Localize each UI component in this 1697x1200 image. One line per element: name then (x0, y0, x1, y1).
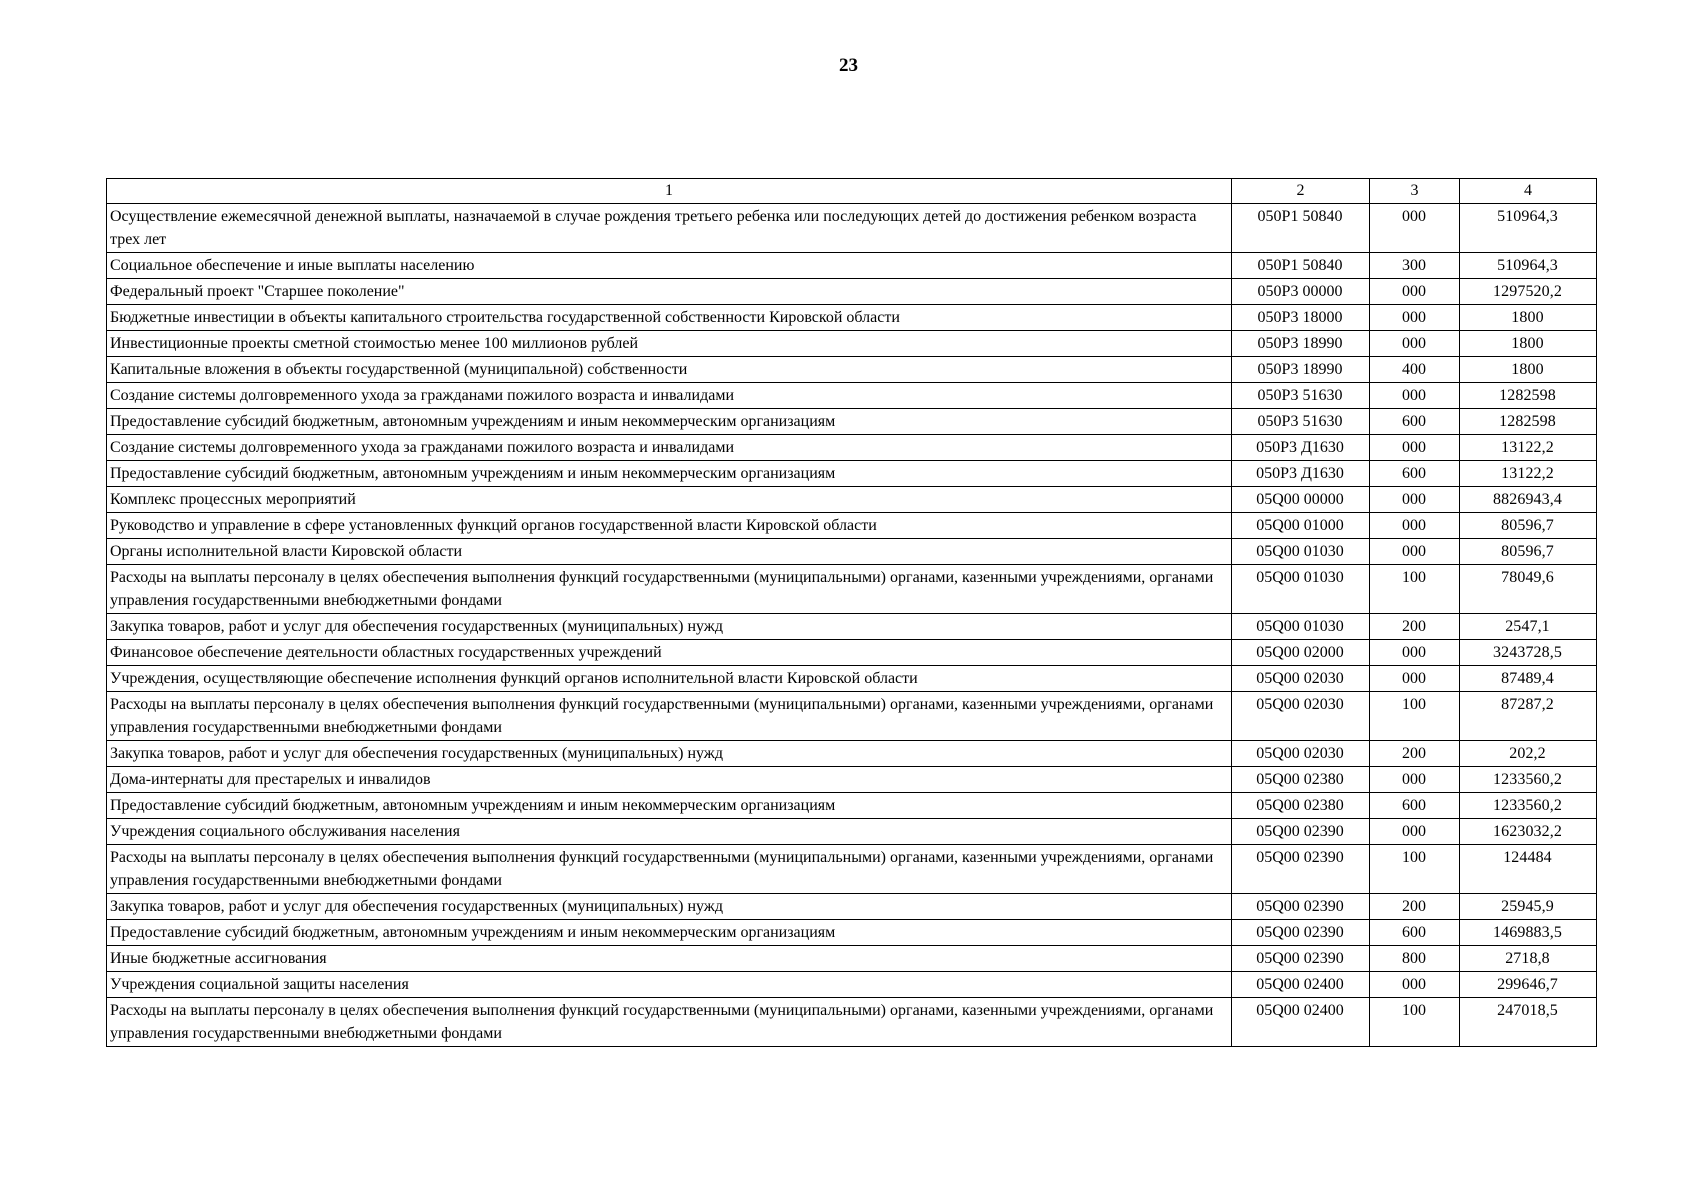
table-header (107, 179, 1597, 204)
row-type: 000 (1370, 305, 1460, 331)
row-amount: 3243728,5 (1460, 640, 1597, 666)
row-name: Комплекс процессных мероприятий (107, 487, 1232, 513)
row-code: 050P3 18990 (1232, 331, 1370, 357)
table-row (107, 972, 1597, 998)
row-code: 05Q00 00000 (1232, 487, 1370, 513)
row-code: 050P3 51630 (1232, 409, 1370, 435)
table-row (107, 793, 1597, 819)
row-type: 600 (1370, 793, 1460, 819)
row-type: 100 (1370, 692, 1460, 741)
row-code: 05Q00 01030 (1232, 565, 1370, 614)
row-amount: 1623032,2 (1460, 819, 1597, 845)
header-col-1: 1 (107, 179, 1232, 204)
row-amount: 8826943,4 (1460, 487, 1597, 513)
row-code: 050P1 50840 (1232, 253, 1370, 279)
row-code: 050P3 Д1630 (1232, 435, 1370, 461)
row-code: 05Q00 02390 (1232, 946, 1370, 972)
row-code: 05Q00 01000 (1232, 513, 1370, 539)
table-row (107, 692, 1597, 741)
table-row (107, 487, 1597, 513)
table-row (107, 253, 1597, 279)
page-number: 23 (839, 55, 858, 76)
row-name: Предоставление субсидий бюджетным, автономным учреждениям и иным некоммерческим организациям (107, 793, 1232, 819)
row-name: Социальное обеспечение и иные выплаты населению (107, 253, 1232, 279)
row-type: 600 (1370, 461, 1460, 487)
row-name: Учреждения социального обслуживания населения (107, 819, 1232, 845)
row-code: 05Q00 02030 (1232, 692, 1370, 741)
table-row (107, 767, 1597, 793)
table-row (107, 819, 1597, 845)
row-type: 000 (1370, 640, 1460, 666)
row-name: Расходы на выплаты персоналу в целях обеспечения выполнения функций государственными (муниципальными) органами, казенными учреждениями, органами управления государственными внебюджетными фондами (107, 565, 1232, 614)
row-name: Федеральный проект "Старшее поколение" (107, 279, 1232, 305)
table-row (107, 920, 1597, 946)
row-amount: 87489,4 (1460, 666, 1597, 692)
header-row (107, 179, 1597, 204)
row-name: Дома-интернаты для престарелых и инвалидов (107, 767, 1232, 793)
row-code: 05Q00 02400 (1232, 998, 1370, 1047)
row-type: 600 (1370, 920, 1460, 946)
row-type: 000 (1370, 539, 1460, 565)
row-code: 05Q00 01030 (1232, 614, 1370, 640)
row-code: 05Q00 02000 (1232, 640, 1370, 666)
budget-table (106, 178, 1597, 1047)
row-code: 05Q00 02390 (1232, 920, 1370, 946)
row-type: 300 (1370, 253, 1460, 279)
row-code: 050P3 00000 (1232, 279, 1370, 305)
row-name: Учреждения социальной защиты населения (107, 972, 1232, 998)
row-code: 050P1 50840 (1232, 204, 1370, 253)
row-name: Расходы на выплаты персоналу в целях обеспечения выполнения функций государственными (муниципальными) органами, казенными учреждениями, органами управления государственными внебюджетными фондами (107, 998, 1232, 1047)
row-name: Капитальные вложения в объекты государственной (муниципальной) собственности (107, 357, 1232, 383)
row-name: Осуществление ежемесячной денежной выплаты, назначаемой в случае рождения третьего ребенка или последующих детей до достижения ребенком возраста трех лет (107, 204, 1232, 253)
header-col-2: 2 (1232, 179, 1370, 204)
row-type: 100 (1370, 845, 1460, 894)
row-name: Расходы на выплаты персоналу в целях обеспечения выполнения функций государственными (муниципальными) органами, казенными учреждениями, органами управления государственными внебюджетными фондами (107, 692, 1232, 741)
row-amount: 25945,9 (1460, 894, 1597, 920)
row-type: 100 (1370, 565, 1460, 614)
row-name: Создание системы долговременного ухода за гражданами пожилого возраста и инвалидами (107, 383, 1232, 409)
row-name: Закупка товаров, работ и услуг для обеспечения государственных (муниципальных) нужд (107, 894, 1232, 920)
table-row (107, 357, 1597, 383)
row-type: 200 (1370, 614, 1460, 640)
table-row (107, 461, 1597, 487)
table-row (107, 204, 1597, 253)
table-body (107, 204, 1597, 1047)
row-code: 05Q00 01030 (1232, 539, 1370, 565)
row-amount: 1282598 (1460, 409, 1597, 435)
table-row (107, 331, 1597, 357)
row-code: 05Q00 02030 (1232, 741, 1370, 767)
row-type: 000 (1370, 279, 1460, 305)
table-row (107, 539, 1597, 565)
row-name: Закупка товаров, работ и услуг для обеспечения государственных (муниципальных) нужд (107, 741, 1232, 767)
row-name: Предоставление субсидий бюджетным, автономным учреждениям и иным некоммерческим организациям (107, 920, 1232, 946)
header-col-4: 4 (1460, 179, 1597, 204)
table-row (107, 305, 1597, 331)
row-amount: 510964,3 (1460, 253, 1597, 279)
row-code: 05Q00 02380 (1232, 767, 1370, 793)
row-amount: 510964,3 (1460, 204, 1597, 253)
table-row (107, 946, 1597, 972)
row-type: 000 (1370, 435, 1460, 461)
table-row (107, 383, 1597, 409)
row-amount: 202,2 (1460, 741, 1597, 767)
row-code: 050P3 18990 (1232, 357, 1370, 383)
row-amount: 1800 (1460, 331, 1597, 357)
row-name: Расходы на выплаты персоналу в целях обеспечения выполнения функций государственными (муниципальными) органами, казенными учреждениями, органами управления государственными внебюджетными фондами (107, 845, 1232, 894)
table-row (107, 279, 1597, 305)
row-name: Закупка товаров, работ и услуг для обеспечения государственных (муниципальных) нужд (107, 614, 1232, 640)
row-amount: 1233560,2 (1460, 793, 1597, 819)
table-row (107, 565, 1597, 614)
row-type: 000 (1370, 972, 1460, 998)
row-name: Иные бюджетные ассигнования (107, 946, 1232, 972)
row-name: Финансовое обеспечение деятельности областных государственных учреждений (107, 640, 1232, 666)
row-code: 05Q00 02390 (1232, 894, 1370, 920)
table-row (107, 435, 1597, 461)
row-name: Предоставление субсидий бюджетным, автономным учреждениям и иным некоммерческим организациям (107, 409, 1232, 435)
row-name: Руководство и управление в сфере установленных функций органов государственной власти Кировской области (107, 513, 1232, 539)
row-type: 800 (1370, 946, 1460, 972)
row-amount: 2547,1 (1460, 614, 1597, 640)
row-type: 000 (1370, 383, 1460, 409)
row-code: 05Q00 02380 (1232, 793, 1370, 819)
row-code: 05Q00 02390 (1232, 819, 1370, 845)
row-type: 000 (1370, 513, 1460, 539)
table-row (107, 409, 1597, 435)
row-amount: 299646,7 (1460, 972, 1597, 998)
row-type: 000 (1370, 767, 1460, 793)
row-type: 600 (1370, 409, 1460, 435)
row-type: 000 (1370, 331, 1460, 357)
row-name: Предоставление субсидий бюджетным, автономным учреждениям и иным некоммерческим организациям (107, 461, 1232, 487)
row-name: Инвестиционные проекты сметной стоимостью менее 100 миллионов рублей (107, 331, 1232, 357)
row-type: 000 (1370, 487, 1460, 513)
table-row (107, 640, 1597, 666)
row-code: 050P3 18000 (1232, 305, 1370, 331)
row-name: Бюджетные инвестиции в объекты капитального строительства государственной собственности Кировской области (107, 305, 1232, 331)
row-amount: 124484 (1460, 845, 1597, 894)
row-name: Учреждения, осуществляющие обеспечение исполнения функций органов исполнительной власти Кировской области (107, 666, 1232, 692)
row-type: 100 (1370, 998, 1460, 1047)
row-amount: 1800 (1460, 305, 1597, 331)
row-type: 400 (1370, 357, 1460, 383)
row-amount: 87287,2 (1460, 692, 1597, 741)
table-row (107, 614, 1597, 640)
row-name: Создание системы долговременного ухода за гражданами пожилого возраста и инвалидами (107, 435, 1232, 461)
row-code: 05Q00 02400 (1232, 972, 1370, 998)
row-code: 050P3 51630 (1232, 383, 1370, 409)
row-amount: 1297520,2 (1460, 279, 1597, 305)
row-amount: 247018,5 (1460, 998, 1597, 1047)
row-amount: 80596,7 (1460, 513, 1597, 539)
table-row (107, 845, 1597, 894)
row-type: 200 (1370, 894, 1460, 920)
row-amount: 13122,2 (1460, 435, 1597, 461)
row-amount: 1800 (1460, 357, 1597, 383)
table-row (107, 894, 1597, 920)
table-row (107, 666, 1597, 692)
row-amount: 78049,6 (1460, 565, 1597, 614)
table-row (107, 513, 1597, 539)
row-amount: 1282598 (1460, 383, 1597, 409)
row-type: 000 (1370, 204, 1460, 253)
row-type: 000 (1370, 666, 1460, 692)
row-name: Органы исполнительной власти Кировской области (107, 539, 1232, 565)
row-amount: 13122,2 (1460, 461, 1597, 487)
row-amount: 1233560,2 (1460, 767, 1597, 793)
row-code: 05Q00 02030 (1232, 666, 1370, 692)
row-amount: 2718,8 (1460, 946, 1597, 972)
row-amount: 80596,7 (1460, 539, 1597, 565)
row-type: 000 (1370, 819, 1460, 845)
table-row (107, 998, 1597, 1047)
row-amount: 1469883,5 (1460, 920, 1597, 946)
row-code: 050P3 Д1630 (1232, 461, 1370, 487)
row-code: 05Q00 02390 (1232, 845, 1370, 894)
header-col-3: 3 (1370, 179, 1460, 204)
row-type: 200 (1370, 741, 1460, 767)
table-row (107, 741, 1597, 767)
